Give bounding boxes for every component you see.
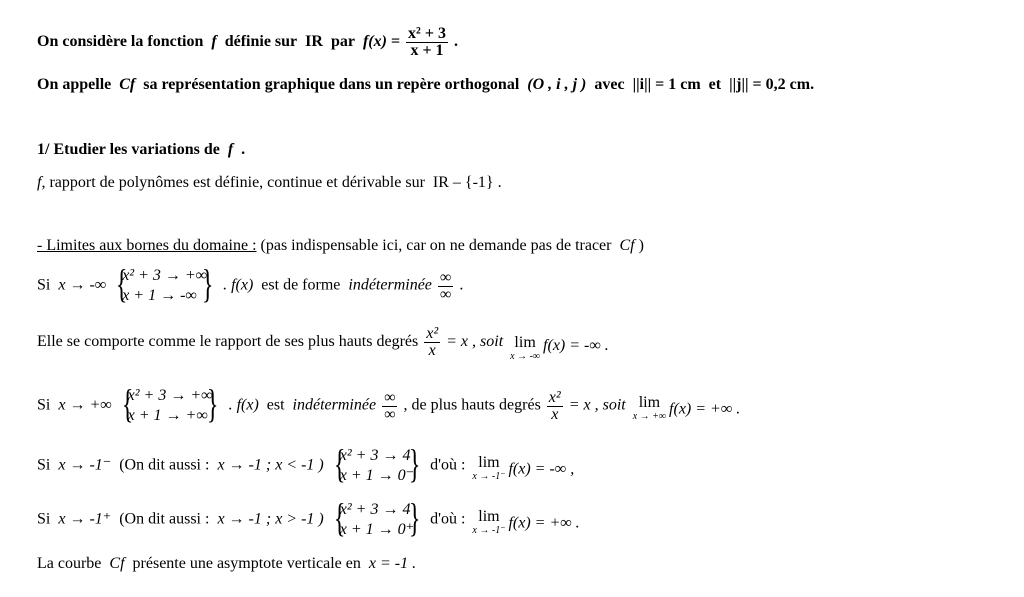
fraction-denominator: x + 1 [406,42,448,59]
def-text: définie sur [224,33,298,51]
si-text: Si [37,276,51,294]
lim-subscript: x → +∞ [632,411,667,422]
indeterminate-label: indéterminée [348,276,432,294]
function-definition [37,26,458,59]
aussi-text: (On dit aussi : [119,510,210,528]
limit-minus-infinity [37,261,464,306]
limit-system: { x² + 3 → +∞ x + 1 → -∞ } [116,261,214,306]
fraction-numerator: ∞ [439,268,452,286]
dou-text: d'où : [430,456,466,474]
domain-set: IR – {-1} . [432,174,502,191]
inf-fraction [438,270,453,303]
limits-heading [37,237,644,255]
asymptote-statement [37,555,416,573]
limit-system: { x² + 3 → 4 x + 1 → 0⁻ } [333,441,421,486]
fraction-numerator: x² [426,325,439,342]
f-symbol: f [37,174,42,191]
lim-word: lim [478,454,500,471]
norm-j: ||j|| = 0,2 cm. [729,76,815,93]
close-paren: ) [638,237,644,254]
fraction-numerator: x² + 3 [408,25,446,42]
limit-system: { x² + 3 → 4 x + 1 → 0⁺ } [333,495,421,540]
limit-operator [472,508,505,536]
intro-text: On appelle [37,76,112,93]
end-dot: . [459,276,464,294]
limit-operator [510,334,540,362]
degree-fraction [424,326,440,359]
aussi-text: (On dit aussi : [119,456,210,474]
limit-operator [472,454,505,482]
end-dot: . [241,141,246,158]
repere-symbol: (O , i , j ) [527,76,587,93]
si-text: Si [37,510,51,528]
fraction-f [406,26,448,59]
fraction-numerator: x² [548,388,561,406]
domain-statement [37,174,502,192]
limit-result: f(x) = +∞ . [508,514,580,532]
dominant-terms-minus [37,326,609,362]
lim-word: lim [478,508,500,525]
system-row-1: x² + 3 → 4 [339,447,411,464]
norm-i: ||i|| = 1 cm [632,76,701,93]
lim-subscript: x → -∞ [510,351,541,362]
condition: x → -1⁺ [58,510,112,528]
lim-word: lim [514,334,536,351]
intro-text: On considère la fonction [37,33,204,51]
et-text: et [708,76,722,93]
cf-symbol: Cf [119,76,136,93]
lim-subscript: x → -1⁻ [472,471,506,482]
asymptote-text: présente une asymptote verticale en [132,555,361,572]
cf-symbol: Cf [619,237,635,254]
lim-subscript: x → -1⁻ [472,525,506,536]
fraction-denominator: ∞ [384,405,396,423]
limit-minus-one-left [37,441,575,486]
system-row-2: x + 1 → 0⁺ [339,521,415,538]
est-text: est [266,396,285,414]
dominant-text: Elle se comporte comme le rapport de ses plus hauts degrés [37,333,419,351]
condition: x → -∞ [58,276,107,294]
equality: = x , soit [446,333,504,351]
limits-title: - Limites aux bornes du domaine : [37,237,257,254]
fraction-denominator: x [547,406,563,423]
repere-text: sa représentation graphique dans un repère orthogonal [143,76,520,93]
indeterminate-label: indéterminée [292,396,377,414]
system-row-2: x + 1 → 0⁻ [339,467,415,484]
limit-system: { x² + 3 → +∞ x + 1 → +∞ } [121,381,219,426]
lim-word: lim [638,394,661,411]
fx-label: f(x) = [362,33,401,51]
question-1-title [37,141,245,159]
limits-note: (pas indispensable ici, car on ne demande pas de tracer [260,237,612,254]
condition: x → +∞ [58,396,112,414]
condition-alt: x → -1 ; x > -1 ) [217,510,324,528]
limit-minus-one-right [37,495,580,540]
condition-alt: x → -1 ; x < -1 ) [217,456,324,474]
degree-text: , de plus hauts degrés [403,396,541,414]
system-row-1: x² + 3 → 4 [339,501,411,518]
end-dot: . [453,33,458,51]
degree-fraction [547,390,563,423]
inf-fraction [382,390,397,423]
f-symbol: f [227,141,234,158]
fx-label: . f(x) [223,276,254,294]
system-row-2: x + 1 → -∞ [122,287,197,304]
limit-operator [633,394,666,422]
question-text: 1/ Etudier les variations de [37,141,220,158]
par-text: par [330,33,355,51]
reals-symbol: IR [305,33,323,51]
fraction-numerator: ∞ [384,388,396,406]
limit-result: f(x) = -∞ , [508,460,575,478]
form-text: est de forme [261,276,341,294]
asymptote-equation: x = -1 . [368,555,417,572]
condition: x → -1⁻ [58,456,112,474]
cf-symbol: Cf [109,555,125,572]
equality: = x , soit [568,396,626,414]
limit-result: f(x) = -∞ . [543,337,609,355]
fx-label: . f(x) [228,396,259,414]
avec-text: avec [594,76,625,93]
si-text: Si [37,396,51,414]
limit-plus-infinity [37,381,741,426]
graph-definition [37,76,814,94]
domain-text: , rapport de polynômes est définie, continue et dérivable sur [41,174,425,191]
system-row-2: x + 1 → +∞ [127,407,208,424]
fraction-denominator: ∞ [439,285,452,303]
dou-text: d'où : [430,510,466,528]
limit-result: f(x) = +∞ . [669,400,741,418]
system-row-1: x² + 3 → +∞ [127,387,213,404]
system-row-1: x² + 3 → +∞ [122,267,208,284]
si-text: Si [37,456,51,474]
f-symbol: f [211,33,217,51]
courbe-text: La courbe [37,555,102,572]
fraction-denominator: x [424,342,440,359]
